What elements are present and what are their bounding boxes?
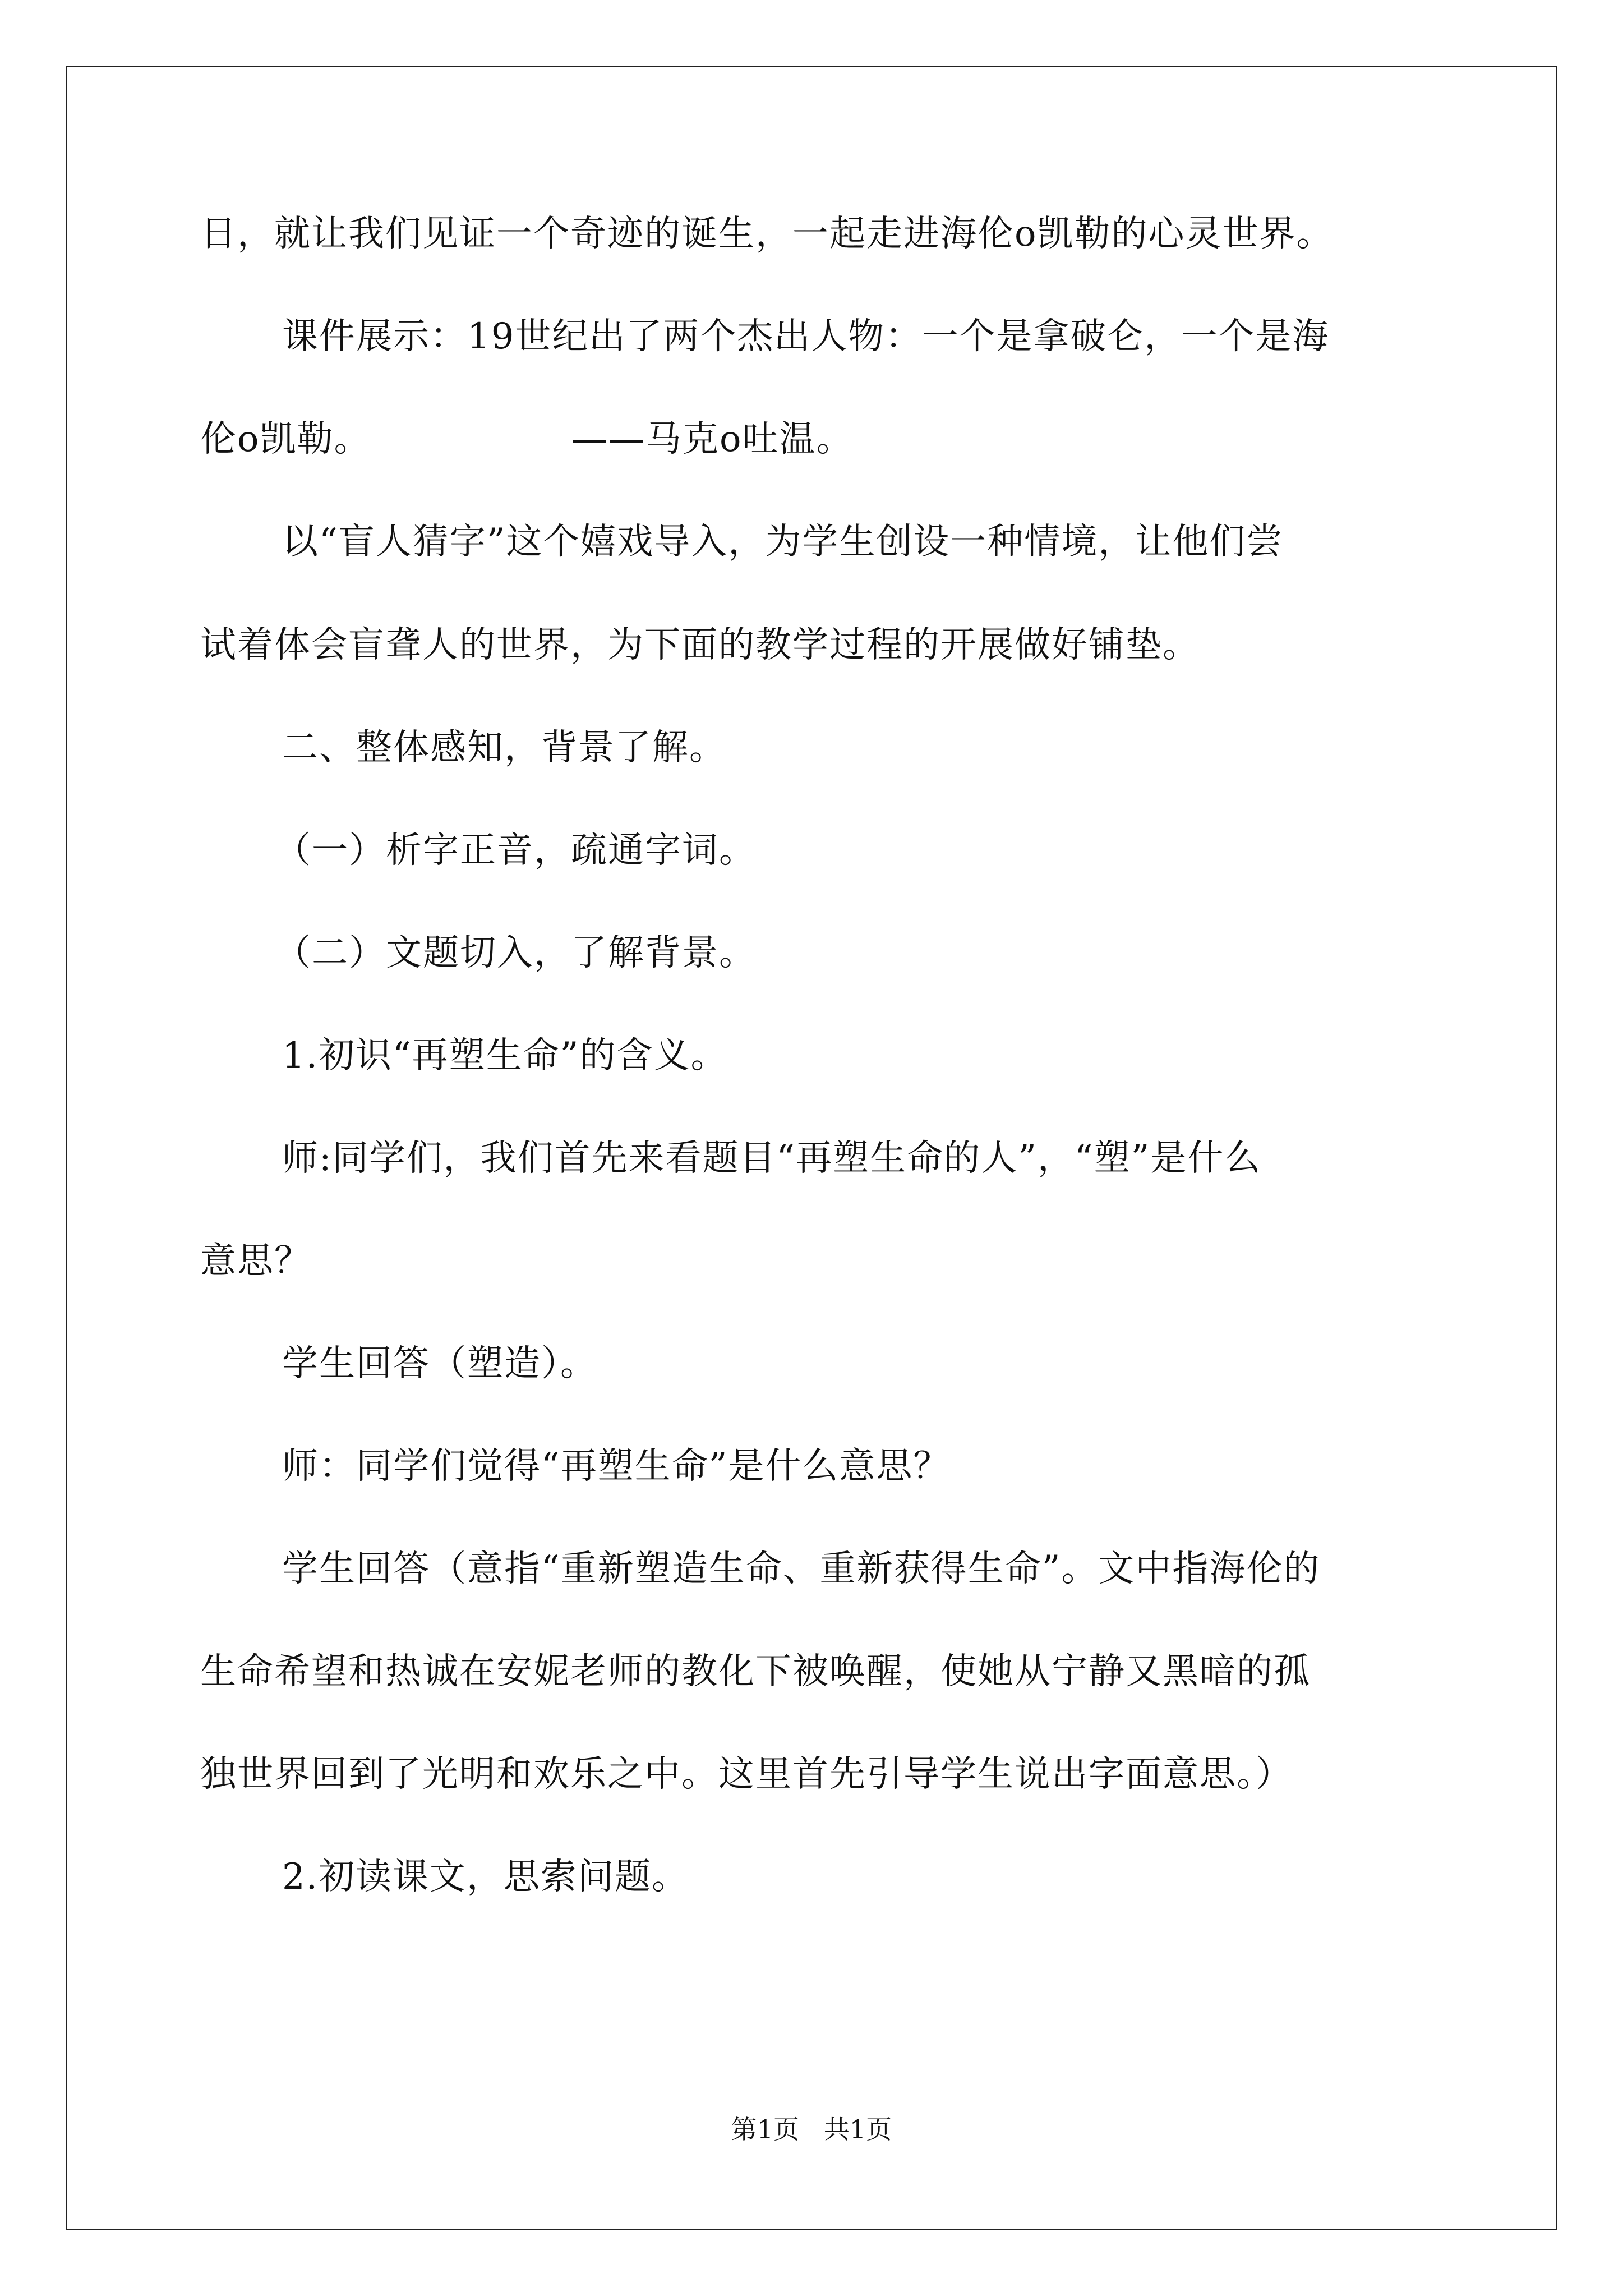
numbered-item-2: 2.初读课文，思索问题。 [282, 1856, 689, 1898]
page-footer: 第1页 共1页 [731, 2114, 892, 2145]
subsection-heading-1: （一）析字正音，疏通字词。 [275, 830, 756, 871]
body-line-15: 生命希望和热诚在安妮老师的教化下被唤醒，使她从宁静又黑暗的孤 [200, 1651, 1311, 1692]
body-line-10: 师:同学们，我们首先来看题目“再塑生命的人”，“塑”是什么 [282, 1138, 1262, 1179]
body-line-11: 意思？ [200, 1240, 311, 1282]
body-line-2: 课件展示：19世纪出了两个杰出人物：一个是拿破仑，一个是海 [282, 316, 1330, 357]
numbered-item-1: 1.初识“再塑生命”的含义。 [282, 1035, 728, 1076]
subsection-heading-2: （二）文题切入，了解背景。 [275, 932, 756, 974]
section-heading: 二、整体感知，背景了解。 [282, 727, 726, 769]
body-line-4: 以“盲人猜字”这个嬉戏导入，为学生创设一种情境，让他们尝 [282, 521, 1284, 563]
body-line-14: 学生回答（意指“重新塑造生命、重新获得生命”。文中指海伦的 [282, 1548, 1321, 1590]
body-line-3: 伦ο凯勒。 ——马克ο吐温。 [200, 418, 854, 460]
body-line-12: 学生回答（塑造）。 [282, 1343, 597, 1384]
body-line-16: 独世界回到了光明和欢乐之中。这里首先引导学生说出字面意思。） [200, 1754, 1293, 1795]
body-line-1: 日，就让我们见证一个奇迹的诞生，一起走进海伦ο凯勒的心灵世界。 [200, 213, 1334, 255]
body-line-13: 师：同学们觉得“再塑生命”是什么意思？ [282, 1446, 951, 1487]
body-line-5: 试着体会盲聋人的世界，为下面的教学过程的开展做好铺垫。 [200, 624, 1200, 666]
